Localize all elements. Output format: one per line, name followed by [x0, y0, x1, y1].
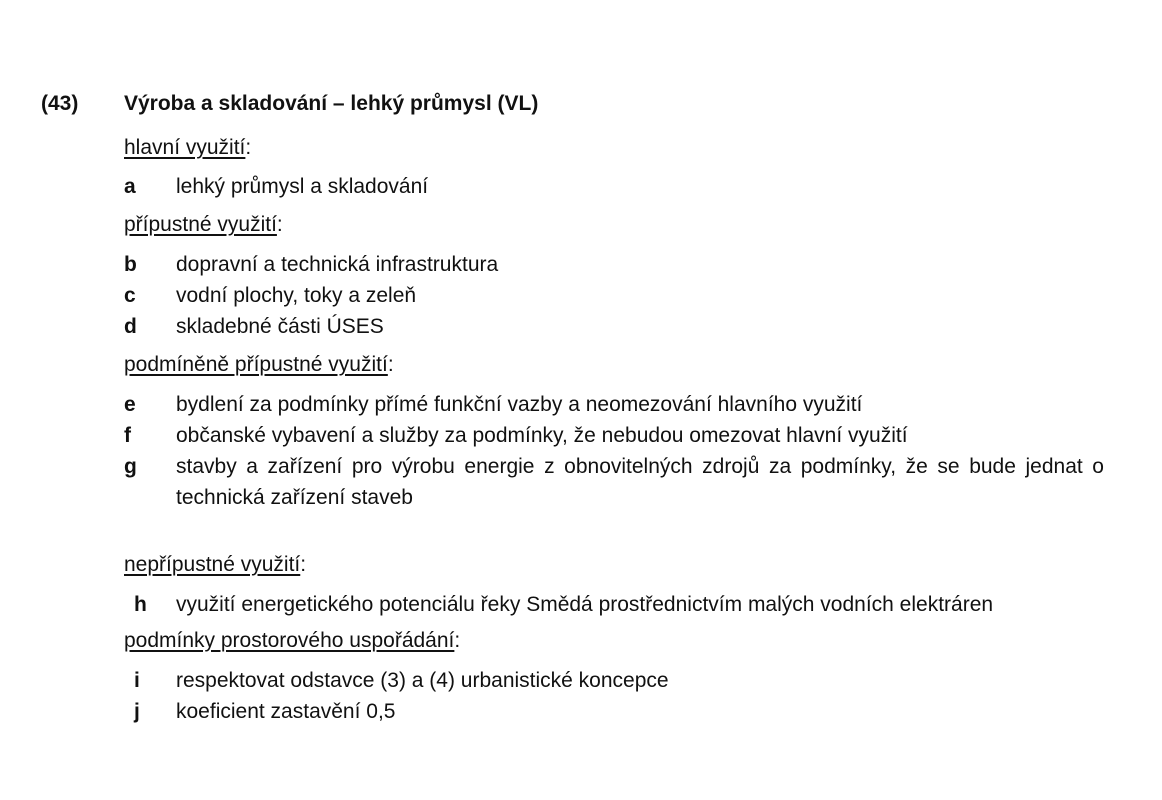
item-text: lehký průmysl a skladování [176, 175, 429, 198]
item-text: využití energetického potenciálu řeky Smědá prostřednictvím malých vodních elektráren [176, 593, 994, 616]
item-letter: b [124, 253, 137, 276]
item-text: dopravní a technická infrastruktura [176, 253, 499, 276]
section-conditional-use-label: podmíněně přípustné využití [124, 353, 388, 376]
section-permitted-use [124, 211, 283, 239]
item-letter: g [124, 455, 137, 478]
section-conditional-use-colon: : [387, 353, 394, 376]
section-spatial-conditions-colon: : [454, 629, 461, 652]
item-text: bydlení za podmínky přímé funkční vazby a neomezování hlavního využití [176, 393, 863, 416]
section-permitted-use-colon: : [276, 213, 283, 236]
item-text: občanské vybavení a služby za podmínky, že nebudou omezovat hlavní využití [176, 424, 908, 447]
article-title: Výroba a skladování – lehký průmysl (VL) [124, 92, 539, 115]
item-letter: e [124, 393, 136, 416]
item-letter: a [124, 175, 136, 198]
section-main-use-label: hlavní využití [124, 136, 246, 159]
item-letter: j [134, 700, 140, 723]
section-spatial-conditions-label: podmínky prostorového uspořádání [124, 629, 455, 652]
item-letter: i [134, 669, 140, 692]
item-letter: d [124, 315, 137, 338]
section-spatial-conditions [124, 627, 460, 655]
item-text: stavby a zařízení pro výrobu energie z obnovitelných zdrojů za podmínky, že se bude jednat o technická zařízení staveb [176, 455, 1104, 509]
section-prohibited-use-label: nepřípustné využití [124, 553, 301, 576]
item-text: vodní plochy, toky a zeleň [176, 284, 417, 307]
item-text: koeficient zastavění 0,5 [176, 700, 396, 723]
section-main-use [124, 134, 251, 162]
section-conditional-use [124, 351, 394, 379]
item-text: respektovat odstavce (3) a (4) urbanistické koncepce [176, 669, 669, 692]
item-text: skladebné části ÚSES [176, 315, 384, 338]
section-prohibited-use-colon: : [300, 553, 307, 576]
item-letter: c [124, 284, 136, 307]
section-permitted-use-label: přípustné využití [124, 213, 277, 236]
section-prohibited-use [124, 551, 306, 579]
item-letter: h [134, 593, 147, 616]
article-number: (43) [41, 92, 79, 115]
item-letter: f [124, 424, 131, 447]
section-main-use-colon: : [245, 136, 252, 159]
